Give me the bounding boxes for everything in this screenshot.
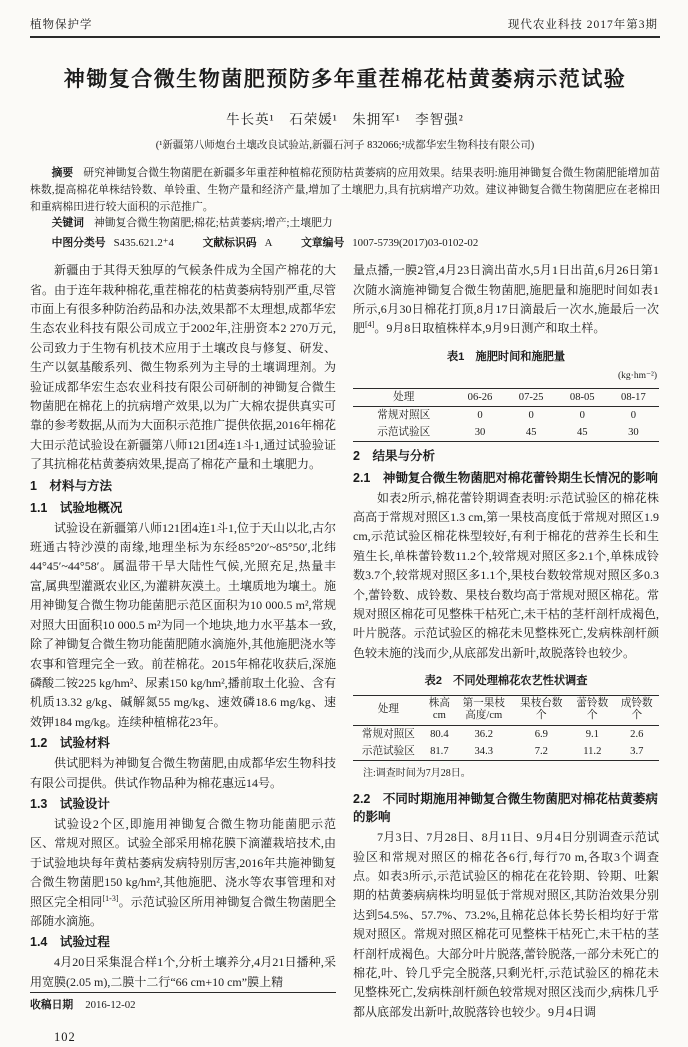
continued-text-cont: 。9月8日取植株样本,9月9日测产和取土样。 (374, 321, 606, 336)
table-2-title: 表2 不同处理棉花农艺性状调查 (424, 675, 588, 688)
table-1 (353, 343, 659, 442)
section-2-2-paragraph: 7月3日、7月28日、8月11日、9月4日分别调查示范试验区和常规对照区的棉花各6行,每行70 m,各取3个调查点。如表3所示,示范试验区的棉花在花铃期、铃期、吐絮期的枯黄萎病病株均明显低于常规对照区,其防治效果分别达到54.5%、57.7%、73.2%,且棉花总体长势长相均好于常规对照区。常规对照区棉花可见整株干枯死亡,未干枯的茎杆剖杆成褐色。大部分叶片脱落,蕾铃脱落,一部分未死亡的棉花,叶、铃几乎完全脱落,只剩光杆,示范试验区的棉花未见整株死亡,发病株剖杆颜色较常规对照区浅而少,病株几乎都从底部发出新叶,故脱落铃也较少。9月4日调 (353, 830, 660, 1019)
section-1-3-text-cont: 。示范试验区所用神锄复合微生物菌肥全部随水滴施。 (30, 894, 336, 928)
section-1-4-paragraph: 4月20日采集混合样1个,分析土壤养分,4月21日播种,采用宽膜(2.05 m),二膜十二行“66 cm+10 cm”膜上精 (30, 955, 336, 989)
table-2-header-unit: cm (432, 710, 446, 722)
right-column (353, 261, 660, 1019)
table-cell: 示范试验区 (361, 745, 415, 757)
table-cell: 36.2 (474, 728, 494, 740)
table-1-header-cell: 08-05 (557, 388, 608, 406)
section-1-4-heading: 1.4 试验过程 (30, 935, 110, 950)
section-2-2-heading: 2.2 不同时期施用神锄复合微生物菌肥对棉花枯黄萎病的影响 (353, 792, 658, 825)
footnote-rule (30, 992, 336, 993)
table-1-header-cell: 处理 (353, 388, 454, 406)
table-2-header-text: 株高 (428, 697, 450, 709)
table-cell: 0 (630, 409, 637, 421)
table-2-header-text: 成铃数 (620, 697, 653, 709)
clc-label: 中图分类号 (51, 237, 106, 250)
section-1-1-heading: 1.1 试验地概况 (30, 500, 123, 515)
reference-mark-4: [4] (365, 320, 375, 330)
table-2-grid (353, 695, 659, 761)
table-cell: 34.3 (474, 745, 494, 757)
abstract-text: 研究神锄复合微生物菌肥在新疆多年重茬种植棉花预防枯黄萎病的应用效果。结果表明:施用神锄复合微生物菌肥能增加苗株数,提高棉花单株结铃数、单铃重、生物产量和经济产量,增加了土壤肥力,具有抗病增产功效。建议神锄复合微生物菌肥应在老棉田和重病棉田进行较大面积的示范推广。 (30, 167, 660, 213)
table-1-header-row (353, 388, 659, 406)
table-2-header-cell (353, 695, 424, 725)
table-cell: 11.2 (583, 745, 602, 757)
table-1-header-cell: 07-25 (506, 388, 557, 406)
table-cell: 7.2 (534, 745, 548, 757)
table-1-unit: (kg·hm⁻²) (618, 371, 657, 382)
table-2-header-cell (424, 695, 455, 725)
continued-paragraph (353, 261, 659, 339)
received-date-line (30, 996, 336, 1015)
table-row (353, 424, 659, 442)
section-1-2-paragraph: 供试肥料为神锄复合微生物菌肥,由成都华宏生物科技有限公司提供。供试作物品种为棉花惠远14号。 (30, 756, 336, 790)
section-1-2-heading: 1.2 试验材料 (30, 736, 110, 751)
section-1-3-heading: 1.3 试验设计 (30, 796, 110, 811)
authors-line: 牛长英¹ 石荣媛¹ 朱拥军¹ 李智强² (226, 112, 464, 127)
table-cell: 常规对照区 (361, 728, 415, 740)
article-no-label: 文章编号 (301, 237, 345, 250)
left-column (30, 261, 337, 1044)
abstract-label: 摘要 (51, 167, 74, 179)
continued-text: 量点播,一膜2管,4月23日滴出苗水,5月1日出苗,6月26日第1次随水滴施神锄复合微生物菌肥,施肥量和施肥时间如表1所示,6月30日棉花打顶,8月17日滴最后一次水,施最后一次肥 (353, 263, 659, 336)
reference-mark-1-3: [1-3] (102, 893, 119, 903)
section-1-3-paragraph (30, 815, 336, 931)
table-2-header-cell (513, 695, 571, 725)
table-2-header-unit: 高度/cm (465, 710, 503, 722)
section-2-heading: 2 结果与分析 (353, 448, 435, 463)
table-row (353, 743, 659, 761)
abstract-block (30, 165, 660, 215)
table-cell: 6.9 (534, 728, 548, 740)
table-2-header-unit: 个 (587, 710, 598, 722)
table-2 (353, 667, 659, 785)
table-cell: 常规对照区 (377, 409, 431, 421)
intro-paragraph: 新疆由于其得天独厚的气候条件成为全国产棉花的大省。由于连年栽种棉花,重茬棉花的枯黄萎病特别严重,尽管市面上有很多种防治药品和办法,效果都不太理想,成都华宏生态农业科技有限公司成立于2002年,注册资本2 270万元,公司致力于生物有机技术应用于土壤改良与修复、研发、生产以氨基酸系列、微生物系列为主导的土壤调理剂。为验证成都华宏生态农业科技有限公司研制的神锄复合微生物菌肥在棉花上的抗病增产效果,以为广大棉农提供真实可靠的参考数据,从而为大面积示范推广提供依据,2016年棉花大田示范试验设在新疆第八师121团4连1斗1,通过试验验证了其抗棉花枯黄萎病效果,提高了棉花产量和土壤肥力。 (30, 263, 337, 472)
table-cell: 9.1 (585, 728, 599, 740)
received-date-value: 2016-12-02 (85, 999, 136, 1012)
two-column-body (30, 261, 660, 1044)
table-cell: 2.6 (630, 728, 644, 740)
keywords-text: 神锄复合微生物菌肥;棉花;枯黄萎病;增产;土壤肥力 (93, 217, 333, 230)
table-cell: 30 (628, 426, 639, 438)
received-date-label: 收稿日期 (30, 999, 74, 1012)
table-2-header-unit: 个 (536, 710, 547, 722)
article-no-value: 1007-5739(2017)03-0102-02 (352, 237, 479, 250)
table-2-header-text: 处理 (377, 703, 399, 715)
table-2-header-row (353, 695, 659, 725)
table-cell: 81.7 (430, 745, 449, 757)
doc-code-label: 文献标识码 (202, 237, 257, 250)
section-1-3-text: 试验设2个区,即施用神锄复合微生物功能菌肥示范区、常规对照区。试验全部采用棉花膜下滴灌栽培技术,由于试验地块每年黄枯萎病发病特别厉害,2016年共施神锄复合微生物菌肥150 kg/hm²,其他施肥、浇水等农事管理和对照区完全相同 (30, 816, 336, 909)
section-1-heading: 1 材料与方法 (30, 478, 112, 493)
affiliation-line: (¹新疆第八师炮台土壤改良试验站,新疆石河子 832066;²成都华宏生物科技有限公司) (155, 140, 535, 151)
section-2-1-paragraph: 如表2所示,棉花蕾铃期调查表明:示范试验区的棉花株高高于常规对照区1.3 cm,第一果枝高度低于常规对照区1.9 cm,示范试验区棉花株型较好,有利于棉花的营养生长和生殖生长,单株蕾铃数11.2个,较常规对照区多2.1个,单株成铃数3.7个,较常规对照区多1.1个,果枝台数较常规对照区多0.3个,蕾铃数、成铃数、果枝台数均高于常规对照区棉花。常规对照区棉花可见整株干枯死亡,未干枯的茎杆剖杆成褐色,叶片脱落。示范试验区的棉花未见整株死亡,发病株剖杆颜色较未施的浅而少,从底部发出新叶,故脱落铃也较少。 (353, 490, 660, 660)
footnote-block (30, 992, 336, 1047)
table-2-note: 注:调查时间为7月28日。 (363, 767, 471, 779)
section-1-1-paragraph: 试验设在新疆第八师121团4连1斗1,位于天山以北,古尔班通古特沙漠的南缘,地理坐标为东经85°20′~85°50′,北纬44°45′~44°58′。属温带干旱大陆性气候,光照充足,热量丰富,属典型灌溉农业区,为灌耕灰漠土。土壤质地为壤土。施用神锄复合微生物功能菌肥示范区面积为10 000.5 m²,常规对照大田面积10 000.5 m²为同一个地块,地力水平基本一致,除了神锄复合微生物功能菌肥随水滴施外,其他施肥浇水等农事和管理完全一致。前茬棉花。2015年棉花收获后,深施磷酸二铵225 kg/hm²、尿素150 kg/hm²,播前取土化验、含有机质13.32 g/kg、碱解氮55 mg/kg、速效磷18.6 mg/kg、速效钾184 mg/kg。连续种植棉花23年。 (30, 520, 337, 729)
table-cell: 80.4 (430, 728, 449, 740)
section-2-1-heading: 2.1 神锄复合微生物菌肥对棉花蕾铃期生长情况的影响 (353, 470, 658, 485)
table-cell: 示范试验区 (377, 426, 431, 438)
classification-line (30, 235, 660, 250)
running-head-section: 植物保护学 (30, 19, 93, 31)
table-2-header-text: 果枝台数 (520, 697, 563, 709)
table-2-header-cell (615, 695, 659, 725)
table-2-header-text: 第一果枝 (462, 697, 505, 709)
table-cell: 0 (579, 409, 585, 421)
clc-value: S435.621.2⁺4 (113, 237, 174, 250)
table-cell: 30 (474, 426, 486, 438)
table-row (353, 725, 659, 743)
keywords-label: 关键词 (51, 217, 84, 230)
table-cell: 45 (576, 426, 588, 438)
doc-code-value: A (264, 237, 273, 250)
table-2-header-unit: 个 (631, 710, 643, 722)
table-2-header-cell (455, 695, 513, 725)
running-head (30, 12, 660, 36)
table-cell: 3.7 (630, 745, 644, 757)
table-1-title: 表1 施肥时间和施肥量 (446, 350, 566, 363)
header-rule (30, 36, 660, 38)
table-1-header-cell: 08-17 (608, 388, 659, 406)
page-number: 102 (54, 1029, 76, 1044)
article-title: 神锄复合微生物菌肥预防多年重茬棉花枯黄萎病示范试验 (63, 68, 627, 91)
table-cell: 0 (528, 409, 534, 421)
table-2-header-cell (570, 695, 614, 725)
table-cell: 0 (477, 409, 483, 421)
table-1-grid (353, 388, 659, 442)
table-1-header-cell: 06-26 (454, 388, 505, 406)
table-row (353, 406, 659, 424)
running-head-journal-issue: 现代农业科技 2017年第3期 (507, 19, 658, 31)
keywords-block (30, 215, 660, 232)
table-2-header-text: 蕾铃数 (576, 697, 609, 709)
table-cell: 45 (525, 426, 537, 438)
